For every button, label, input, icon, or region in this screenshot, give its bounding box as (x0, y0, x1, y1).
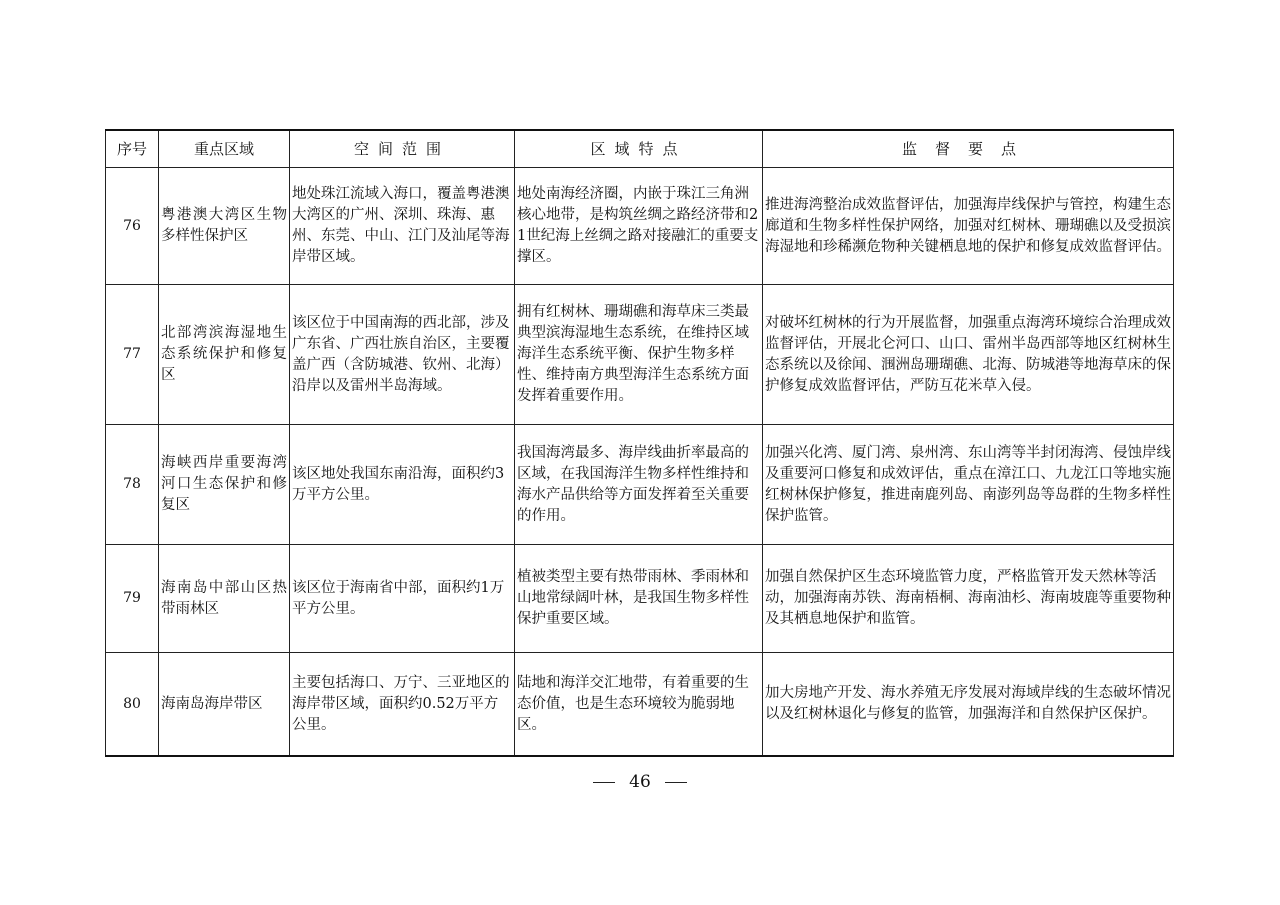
left-dash (593, 782, 615, 783)
regions-table (105, 129, 1174, 757)
row-scope: 该区位于海南省中部，面积约1万平方公里。 (290, 545, 515, 653)
row-region: 海峡西岸重要海湾河口生态保护和修复区 (159, 425, 290, 545)
row-supervision: 推进海湾整治成效监督评估，加强海岸线保护与管控，构建生态廊道和生物多样性保护网络，加强对红树林、珊瑚礁以及受损滨海湿地和珍稀濒危物种关键栖息地的保护和修复成效监督评估。 (763, 168, 1174, 285)
row-index: 78 (106, 425, 159, 545)
row-index: 77 (106, 285, 159, 425)
row-features: 植被类型主要有热带雨林、季雨林和山地常绿阔叶林，是我国生物多样性保护重要区域。 (515, 545, 763, 653)
table-row (106, 425, 1174, 545)
row-scope: 主要包括海口、万宁、三亚地区的海岸带区域，面积约0.52万平方公里。 (290, 653, 515, 757)
row-region: 北部湾滨海湿地生态系统保护和修复区 (159, 285, 290, 425)
page-footer (0, 772, 1280, 792)
row-features: 陆地和海洋交汇地带，有着重要的生态价值，也是生态环境较为脆弱地区。 (515, 653, 763, 757)
row-supervision: 加强自然保护区生态环境监管力度，严格监管开发天然林等活动，加强海南苏铁、海南梧桐、海南油杉、海南坡鹿等重要物种及其栖息地保护和监管。 (763, 545, 1174, 653)
row-region: 海南岛海岸带区 (159, 653, 290, 757)
table-header-row (106, 130, 1174, 168)
row-supervision: 加强兴化湾、厦门湾、泉州湾、东山湾等半封闭海湾、侵蚀岸线及重要河口修复和成效评估，重点在漳江口、九龙江口等地实施红树林保护修复，推进南鹿列岛、南澎列岛等岛群的生物多样性保护监管。 (763, 425, 1174, 545)
right-dash (665, 782, 687, 783)
table-row (106, 168, 1174, 285)
row-index: 76 (106, 168, 159, 285)
row-region: 海南岛中部山区热带雨林区 (159, 545, 290, 653)
header-scope: 空间范围 (290, 130, 515, 168)
row-scope: 该区地处我国东南沿海，面积约3万平方公里。 (290, 425, 515, 545)
header-supervision: 监督要点 (763, 130, 1174, 168)
header-features: 区域特点 (515, 130, 763, 168)
row-features: 我国海湾最多、海岸线曲折率最高的区域，在我国海洋生物多样性维持和海水产品供给等方面发挥着至关重要的作用。 (515, 425, 763, 545)
table-row (106, 653, 1174, 757)
row-scope: 该区位于中国南海的西北部，涉及广东省、广西壮族自治区，主要覆盖广西（含防城港、钦州、北海）沿岸以及雷州半岛海域。 (290, 285, 515, 425)
row-supervision: 对破坏红树林的行为开展监督，加强重点海湾环境综合治理成效监督评估，开展北仑河口、山口、雷州半岛西部等地区红树林生态系统以及徐闻、涠洲岛珊瑚礁、北海、防城港等地海草床的保护修复成效监督评估，严防互花米草入侵。 (763, 285, 1174, 425)
page-number: 46 (629, 772, 651, 792)
row-features: 拥有红树林、珊瑚礁和海草床三类最典型滨海湿地生态系统，在维持区域海洋生态系统平衡、保护生物多样性、维持南方典型海洋生态系统方面发挥着重要作用。 (515, 285, 763, 425)
row-scope: 地处珠江流域入海口，覆盖粤港澳大湾区的广州、深圳、珠海、惠州、东莞、中山、江门及汕尾等海岸带区域。 (290, 168, 515, 285)
row-region: 粤港澳大湾区生物多样性保护区 (159, 168, 290, 285)
header-index: 序号 (106, 130, 159, 168)
header-region: 重点区域 (159, 130, 290, 168)
table-row (106, 285, 1174, 425)
row-features: 地处南海经济圈，内嵌于珠江三角洲核心地带，是构筑丝绸之路经济带和21世纪海上丝绸之路对接融汇的重要支撑区。 (515, 168, 763, 285)
row-index: 79 (106, 545, 159, 653)
table-row (106, 545, 1174, 653)
row-index: 80 (106, 653, 159, 757)
row-supervision: 加大房地产开发、海水养殖无序发展对海域岸线的生态破坏情况以及红树林退化与修复的监管，加强海洋和自然保护区保护。 (763, 653, 1174, 757)
